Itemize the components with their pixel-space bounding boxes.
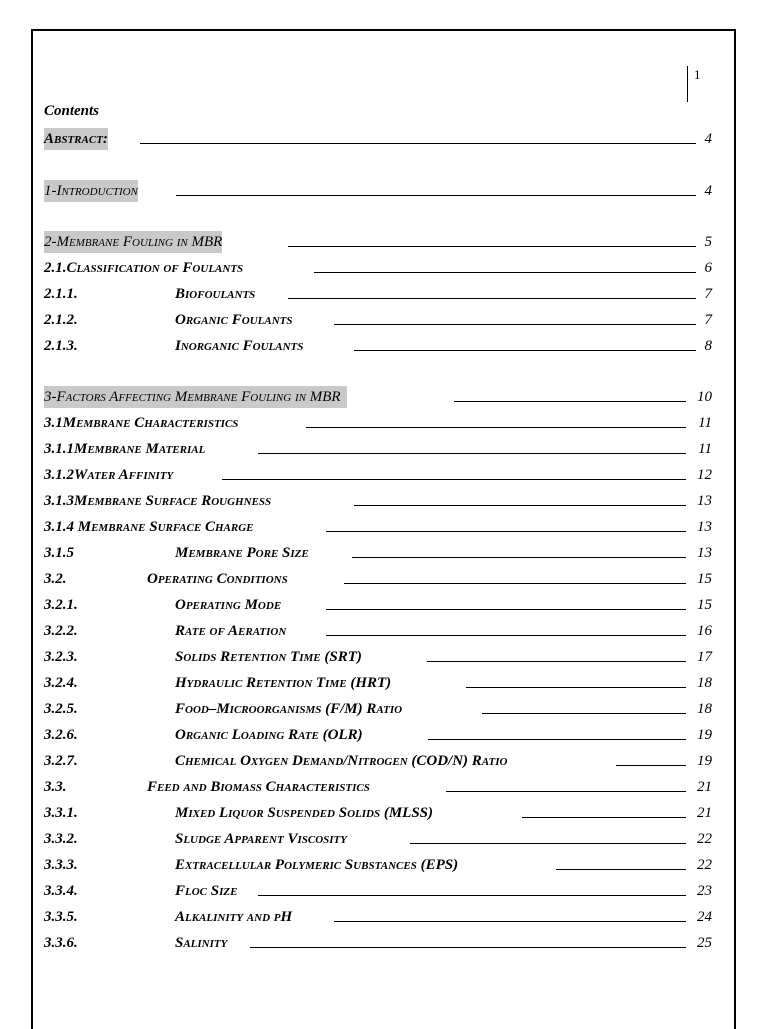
toc-entry-title: 2-Membrane Fouling in MBR (44, 231, 222, 253)
toc-entry-2-1-3[interactable] (44, 335, 712, 357)
toc-entry-title: Abstract: (44, 128, 108, 150)
toc-entry-title: Mixed Liquor Suspended Solids (MLSS) (175, 805, 433, 821)
toc-entry-number: 3.3.1. (44, 805, 78, 821)
toc-entry-2-1-1[interactable] (44, 283, 712, 305)
toc-leader (427, 661, 686, 662)
toc-entry-3-1-2[interactable] (44, 464, 712, 486)
toc-entry-title: Floc Size (175, 883, 238, 899)
toc-entry-title: Operating Conditions (147, 571, 288, 587)
toc-entry-page: 4 (704, 183, 712, 199)
toc-entry-title: 3.1.3Membrane Surface Roughness (44, 493, 272, 509)
toc-entry-title: 3.1.1Membrane Material (44, 441, 206, 457)
toc-leader (428, 739, 686, 740)
toc-entry-introduction[interactable] (44, 180, 712, 202)
toc-entry-membrane-fouling[interactable] (44, 231, 712, 253)
toc-entry-factors[interactable] (44, 386, 712, 408)
toc-entry-page: 22 (697, 831, 712, 847)
toc-leader (314, 272, 696, 273)
toc-entry-3-2[interactable] (44, 568, 712, 590)
toc-leader (466, 687, 686, 688)
toc-entry-page: 25 (697, 935, 712, 951)
toc-entry-title: 3-Factors Affecting Membrane Fouling in MBR (44, 386, 347, 408)
toc-entry-page: 18 (697, 675, 712, 691)
toc-entry-title: Alkalinity and pH (175, 909, 293, 925)
toc-entry-number: 2.1.1. (44, 286, 78, 302)
toc-entry-number: 3.3.6. (44, 935, 78, 951)
toc-entry-title: 2.1.Classification of Foulants (44, 260, 244, 276)
toc-entry-page: 12 (697, 467, 712, 483)
toc-entry-page: 6 (704, 260, 712, 276)
toc-entry-3-1-4[interactable] (44, 516, 712, 538)
toc-entry-page: 7 (704, 312, 712, 328)
toc-leader (250, 947, 686, 948)
toc-leader (344, 583, 686, 584)
toc-entry-number: 3.2. (44, 571, 67, 587)
toc-entry-title: 3.1Membrane Characteristics (44, 415, 239, 431)
toc-entry-page: 13 (697, 493, 712, 509)
toc-entry-2-1-2[interactable] (44, 309, 712, 331)
toc-entry-title: Food–Microorganisms (F/M) Ratio (175, 701, 403, 717)
toc-leader (446, 791, 686, 792)
page-number: 1 (687, 66, 701, 102)
toc-entry-page: 11 (698, 441, 712, 457)
toc-entry-title: Rate of Aeration (175, 623, 287, 639)
toc-entry-page: 15 (697, 597, 712, 613)
toc-entry-number: 3.3.5. (44, 909, 78, 925)
toc-leader (354, 350, 696, 351)
toc-entry-3-3-1[interactable] (44, 802, 712, 824)
toc-entry-page: 11 (698, 415, 712, 431)
toc-entry-title: Extracellular Polymeric Substances (EPS) (175, 857, 459, 873)
toc-entry-page: 13 (697, 519, 712, 535)
toc-entry-3-2-7[interactable] (44, 750, 712, 772)
toc-entry-number: 3.3.4. (44, 883, 78, 899)
toc-entry-title: Membrane Pore Size (175, 545, 309, 561)
toc-entry-3-1-1[interactable] (44, 438, 712, 460)
toc-entry-number: 3.1.5 (44, 545, 74, 561)
toc-leader (222, 479, 686, 480)
toc-entry-number: 3.3.3. (44, 857, 78, 873)
toc-entry-3-3-6[interactable] (44, 932, 712, 954)
toc-entry-3-2-1[interactable] (44, 594, 712, 616)
toc-entry-page: 24 (697, 909, 712, 925)
toc-entry-title: Hydraulic Retention Time (HRT) (175, 675, 392, 691)
toc-entry-page: 10 (697, 389, 712, 405)
toc-entry-3-2-5[interactable] (44, 698, 712, 720)
toc-entry-3-1-5[interactable] (44, 542, 712, 564)
toc-entry-3-3[interactable] (44, 776, 712, 798)
toc-entry-page: 21 (697, 805, 712, 821)
toc-entry-title: Organic Loading Rate (OLR) (175, 727, 363, 743)
toc-entry-3-3-3[interactable] (44, 854, 712, 876)
toc-entry-title: Biofoulants (175, 286, 256, 302)
toc-leader (306, 427, 686, 428)
toc-entry-page: 13 (697, 545, 712, 561)
toc-entry-number: 3.3. (44, 779, 67, 795)
toc-leader (140, 143, 696, 144)
toc-entry-2-1[interactable] (44, 257, 712, 279)
toc-entry-page: 19 (697, 753, 712, 769)
toc-entry-3-3-5[interactable] (44, 906, 712, 928)
toc-entry-page: 8 (704, 338, 712, 354)
toc-entry-title: 3.1.2Water Affinity (44, 467, 174, 483)
toc-entry-number: 3.2.4. (44, 675, 78, 691)
toc-entry-page: 22 (697, 857, 712, 873)
toc-leader (522, 817, 686, 818)
toc-entry-page: 15 (697, 571, 712, 587)
toc-entry-3-1-3[interactable] (44, 490, 712, 512)
toc-leader (176, 195, 696, 196)
toc-entry-title: Solids Retention Time (SRT) (175, 649, 362, 665)
toc-entry-3-2-6[interactable] (44, 724, 712, 746)
toc-entry-number: 3.2.2. (44, 623, 78, 639)
toc-entry-title: Sludge Apparent Viscosity (175, 831, 347, 847)
toc-entry-page: 5 (704, 234, 712, 250)
toc-entry-number: 3.2.3. (44, 649, 78, 665)
toc-entry-3-3-2[interactable] (44, 828, 712, 850)
toc-entry-title: Operating Mode (175, 597, 282, 613)
toc-entry-abstract[interactable] (44, 128, 712, 150)
toc-entry-number: 3.2.5. (44, 701, 78, 717)
toc-entry-title: Inorganic Foulants (175, 338, 304, 354)
toc-entry-page: 7 (704, 286, 712, 302)
toc-leader (288, 246, 696, 247)
toc-leader (616, 765, 686, 766)
toc-entry-page: 21 (697, 779, 712, 795)
toc-entry-page: 16 (697, 623, 712, 639)
toc-leader (258, 453, 686, 454)
contents-heading: Contents (44, 103, 100, 119)
toc-entry-number: 3.2.7. (44, 753, 78, 769)
toc-leader (334, 921, 686, 922)
toc-entry-number: 2.1.2. (44, 312, 78, 328)
toc-entry-title: Feed and Biomass Characteristics (147, 779, 370, 795)
toc-entry-page: 17 (697, 649, 712, 665)
toc-entry-number: 3.3.2. (44, 831, 78, 847)
toc-entry-title: Organic Foulants (175, 312, 293, 328)
toc-leader (352, 557, 686, 558)
toc-entry-3-2-4[interactable] (44, 672, 712, 694)
toc-entry-3-1[interactable] (44, 412, 712, 434)
toc-entry-number: 2.1.3. (44, 338, 78, 354)
toc-entry-3-2-2[interactable] (44, 620, 712, 642)
toc-leader (556, 869, 686, 870)
toc-leader (288, 298, 696, 299)
toc-entry-number: 3.2.6. (44, 727, 78, 743)
toc-leader (258, 895, 686, 896)
toc-entry-title: 1-Introduction (44, 180, 138, 202)
toc-entry-title: Salinity (175, 935, 228, 951)
toc-entry-page: 19 (697, 727, 712, 743)
toc-entry-3-3-4[interactable] (44, 880, 712, 902)
toc-entry-page: 4 (704, 131, 712, 147)
toc-leader (354, 505, 686, 506)
toc-leader (482, 713, 686, 714)
toc-leader (326, 609, 686, 610)
toc-leader (454, 401, 686, 402)
toc-entry-title: 3.1.4 Membrane Surface Charge (44, 519, 254, 535)
toc-entry-page: 18 (697, 701, 712, 717)
toc-entry-title: Chemical Oxygen Demand/Nitrogen (COD/N) Ratio (175, 753, 508, 769)
toc-entry-page: 23 (697, 883, 712, 899)
toc-leader (326, 635, 686, 636)
toc-entry-3-2-3[interactable] (44, 646, 712, 668)
toc-leader (410, 843, 686, 844)
toc-entry-number: 3.2.1. (44, 597, 78, 613)
toc-leader (334, 324, 696, 325)
toc-leader (326, 531, 686, 532)
